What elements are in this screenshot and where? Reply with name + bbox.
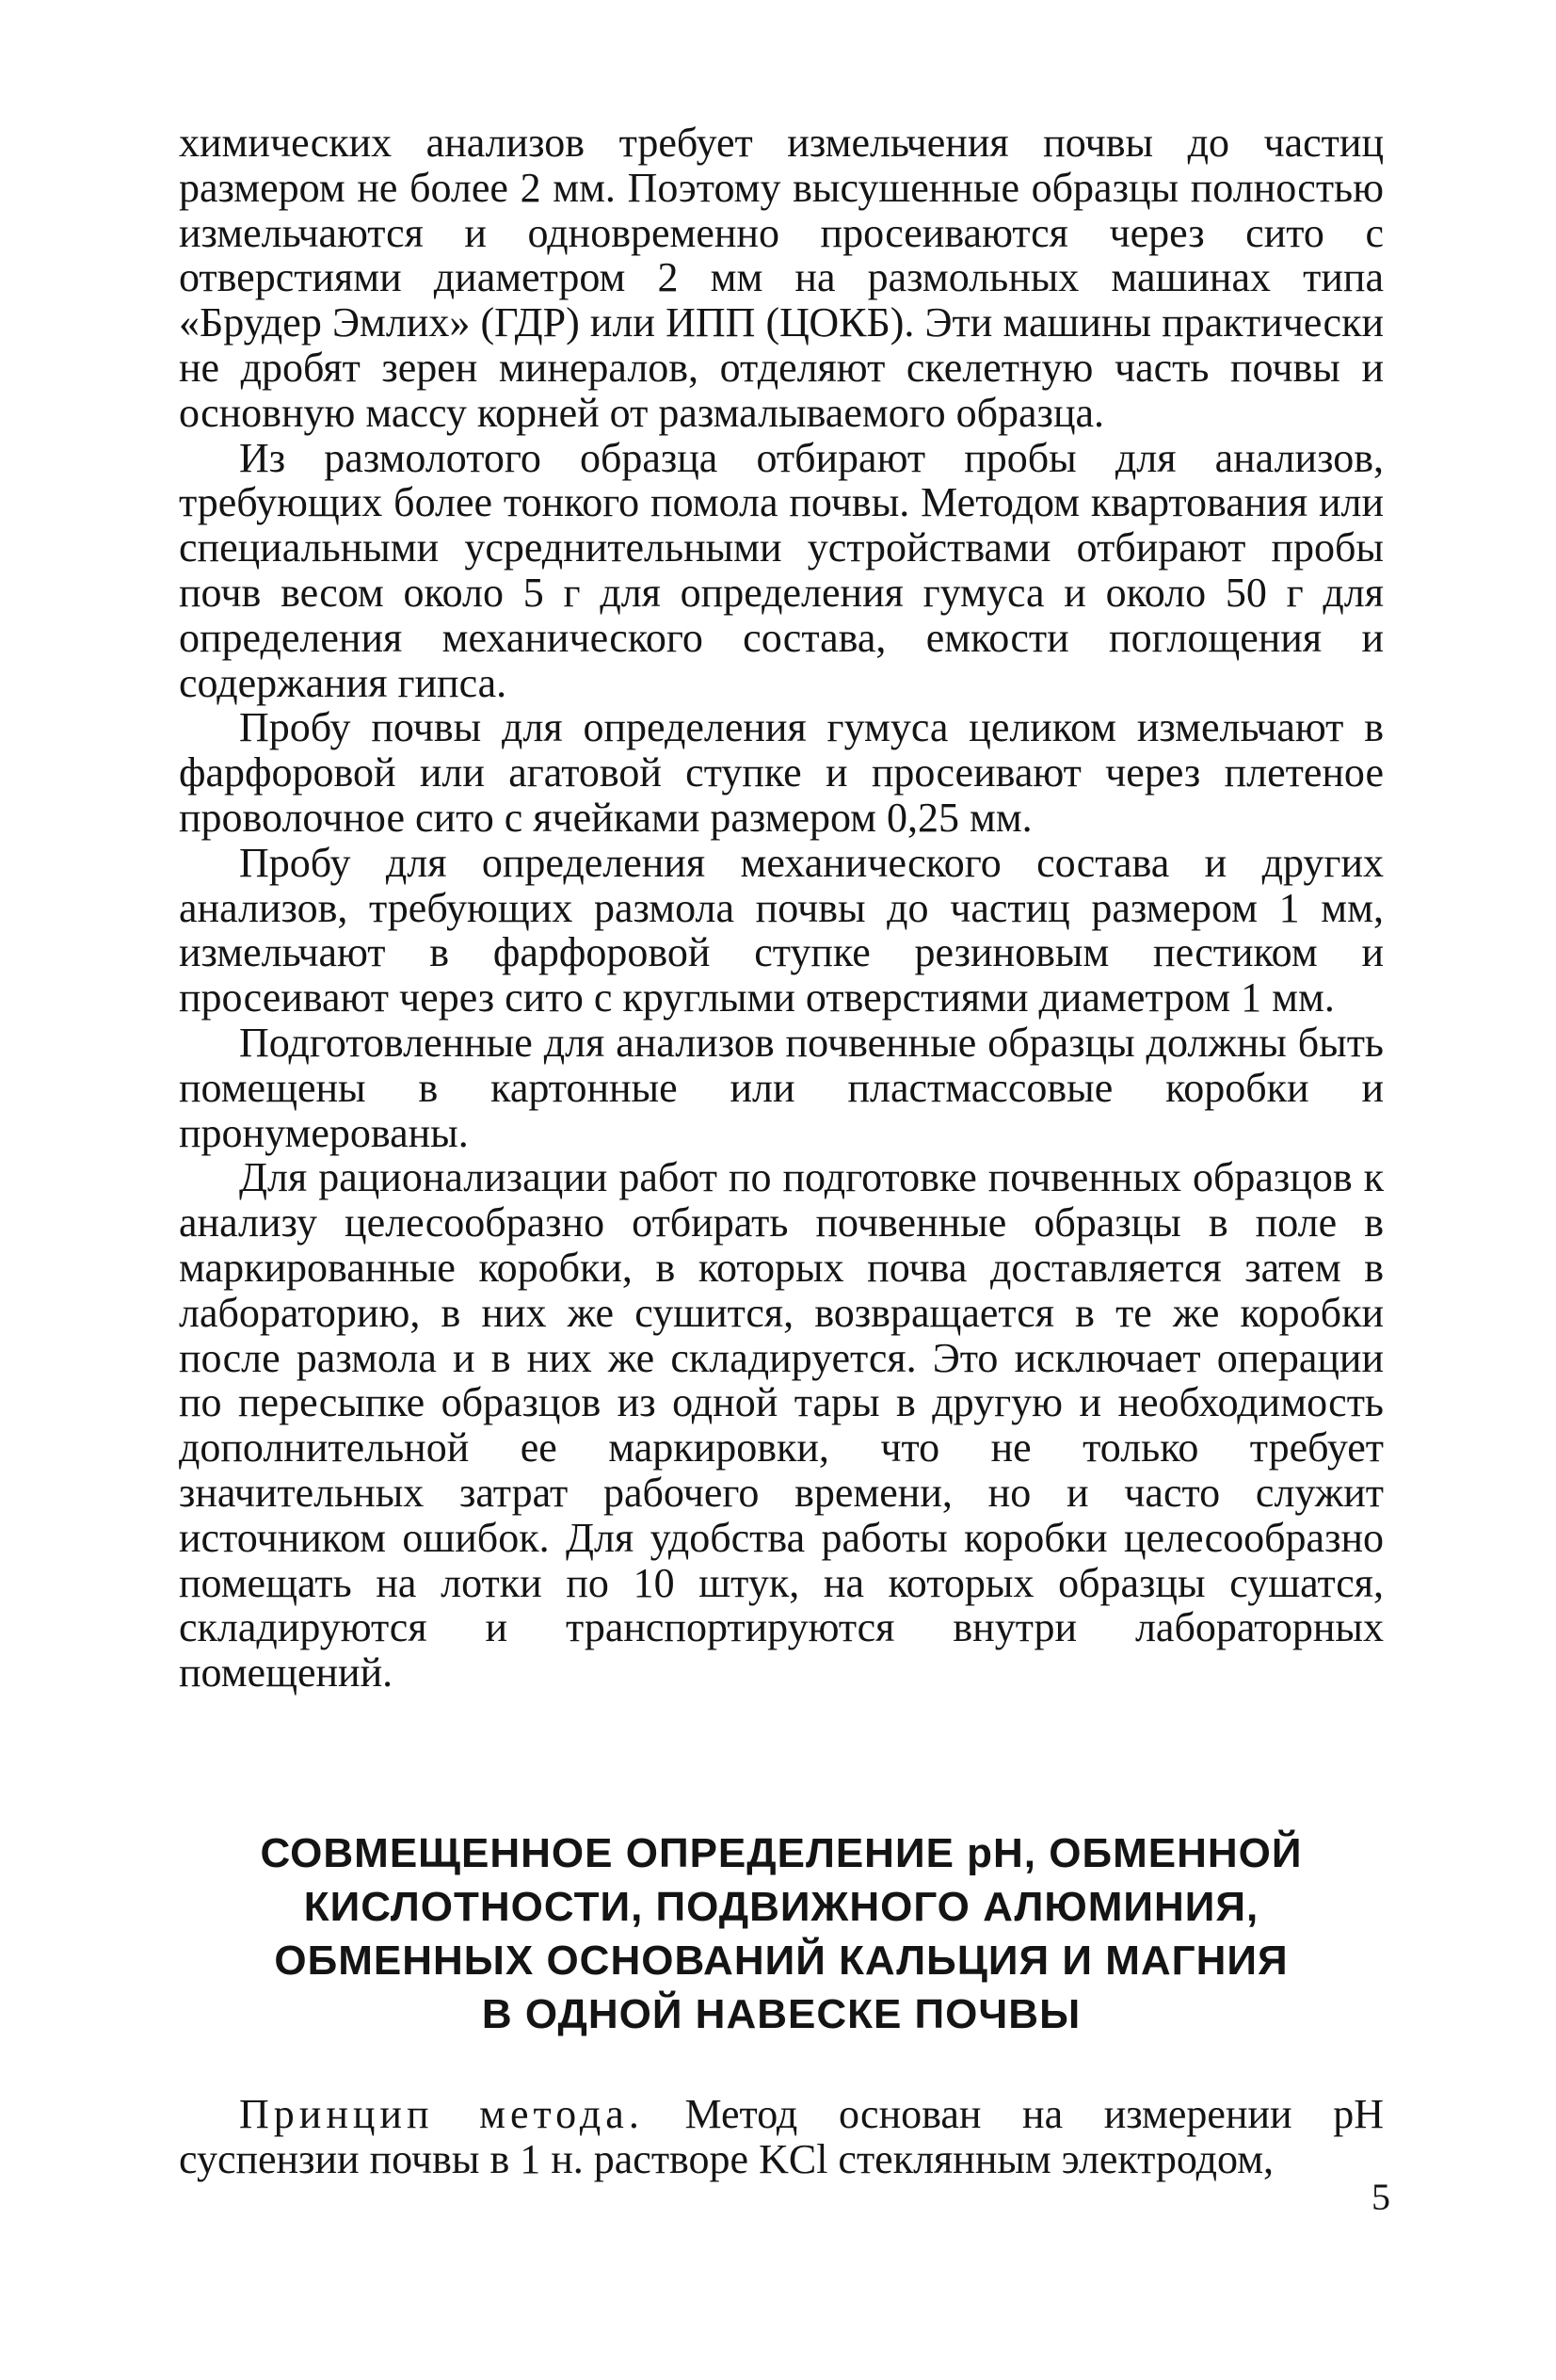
- method-principle-text: Метод основан на измерении рН суспензии почвы в 1 н. растворе KCl стеклянным электродом,: [179, 2090, 1385, 2182]
- section-heading: [179, 1826, 1384, 2041]
- paragraph-mechanical-composition: Пробу для определения механического состава и других анализов, требующих размола почвы до частиц размером 1 мм, измельчают в фарфоровой ступке резиновым пестиком и просеивают через сито с круглыми отверстиями диаметром 1 мм.: [179, 839, 1384, 1021]
- section-heading-line: ОБМЕННЫХ ОСНОВАНИЙ КАЛЬЦИЯ И МАГНИЯ: [274, 1937, 1289, 1984]
- page-body: [179, 121, 1384, 2181]
- paragraph-rationalization: Для рационализации работ по подготовке почвенных образцов к анализу целесообразно отбирать почвенные образцы в поле в маркированные коробки, в которых почва доставляется затем в лабораторию, в них же сушится, возвращается в те же коробки после размола и в них же складируется. Это исключает операции по пересыпке образцов из одной тары в другую и необходимость дополнительной ее маркировки, что не только требует значительных затрат рабочего времени, но и часто служит источником ошибок. Для удобства работы коробки целесообразно помещать на лотки по 10 штук, на которых образцы сушатся, складируются и транспортируются внутри лабораторных помещений.: [179, 1154, 1384, 1697]
- section-heading-line: В ОДНОЙ НАВЕСКЕ ПОЧВЫ: [481, 1990, 1082, 2037]
- page-number: 5: [1372, 2176, 1390, 2218]
- method-principle-paragraph: [179, 2092, 1384, 2182]
- section-heading-line: КИСЛОТНОСТИ, ПОДВИЖНОГО АЛЮМИНИЯ,: [303, 1883, 1259, 1930]
- paragraph-storage: Подготовленные для анализов почвенные образцы должны быть помещены в картонные или пластмассовые коробки и пронумерованы.: [179, 1019, 1384, 1156]
- paragraph-continuation: химических анализов требует измельчения почвы до частиц размером не более 2 мм. Поэтому высушенные образцы полностью измельчаются и одновременно просеиваются через сито с отверстиями диаметром 2 мм на размольных машинах типа «Брудер Эмлих» (ГДР) или ИПП (ЦОКБ). Эти машины практически не дробят зерен минералов, отделяют скелетную часть почвы и основную массу корней от размалываемого образца.: [179, 120, 1384, 436]
- paragraph-humus-sample: Пробу почвы для определения гумуса целиком измельчают в фарфоровой или агатовой ступке и просеивают через плетеное проволочное сито с ячейками размером 0,25 мм.: [179, 704, 1384, 841]
- paragraph-sample-selection: Из размолотого образца отбирают пробы для анализов, требующих более тонкого помола почвы. Методом квартования или специальными усреднительными устройствами отбирают пробы почв весом около 5 г для определения гумуса и около 50 г для определения механического состава, емкости поглощения и содержания гипса.: [179, 434, 1384, 706]
- section-heading-line: СОВМЕЩЕННОЕ ОПРЕДЕЛЕНИЕ рН, ОБМЕННОЙ: [260, 1829, 1303, 1876]
- method-principle-label: Принцип метода.: [239, 2090, 644, 2137]
